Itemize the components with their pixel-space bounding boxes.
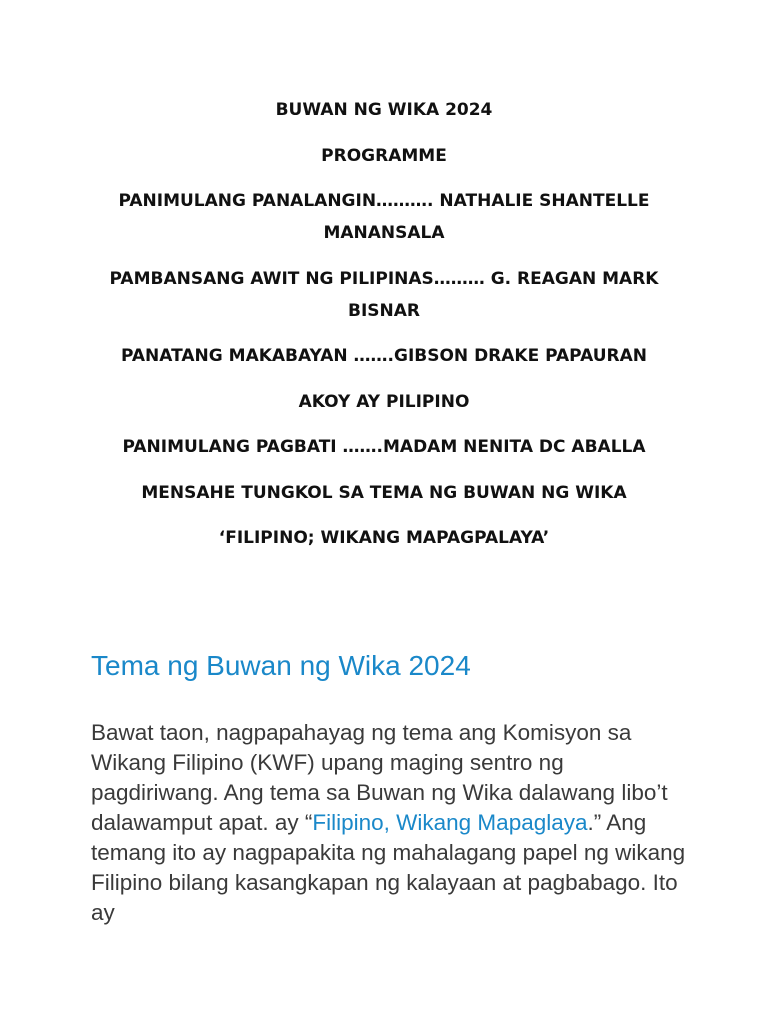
program-item-message: MENSAHE TUNGKOL SA TEMA NG BUWAN NG WIKA bbox=[141, 482, 627, 503]
program-item-patriotic-pledge: PANATANG MAKABAYAN …….GIBSON DRAKE PAPAURAN bbox=[121, 346, 647, 366]
program-item-national-anthem: PAMBANSANG AWIT NG PILIPINAS……… G. REAGAN MARK BISNAR bbox=[109, 268, 659, 321]
article-body-text-end: .” Ang temang ito ay nagpapakita ng mahalagang papel ng wikang Filipino bilang kasangkapan ng kalayaan at pagbabago. Ito ay bbox=[91, 810, 686, 925]
program-item-theme: ‘FILIPINO; WIKANG MAPAGPALAYA’ bbox=[218, 528, 550, 548]
program-item-song: AKOY AY PILIPINO bbox=[298, 391, 470, 412]
article-section bbox=[91, 646, 691, 928]
theme-link[interactable]: Filipino, Wikang Mapaglaya bbox=[312, 810, 588, 835]
article-body bbox=[91, 718, 691, 928]
program-section bbox=[96, 94, 672, 568]
program-item-opening-remarks: PANIMULANG PAGBATI …….MADAM NENITA DC ABALLA bbox=[122, 437, 646, 457]
article-body-text-start: Bawat taon, nagpapahayag ng tema ang Komisyon sa Wikang Filipino (KWF) upang maging sentro ng pagdiriwang. Ang tema sa Buwan ng Wika dalawang libo’t dalawamput apat. ay “ bbox=[91, 720, 668, 835]
article-heading: Tema ng Buwan ng Wika 2024 bbox=[91, 650, 471, 681]
program-title: BUWAN NG WIKA 2024 bbox=[275, 100, 493, 120]
program-item-opening-prayer: PANIMULANG PANALANGIN………. NATHALIE SHANTELLE MANANSALA bbox=[118, 191, 650, 243]
program-subtitle: PROGRAMME bbox=[321, 145, 447, 166]
